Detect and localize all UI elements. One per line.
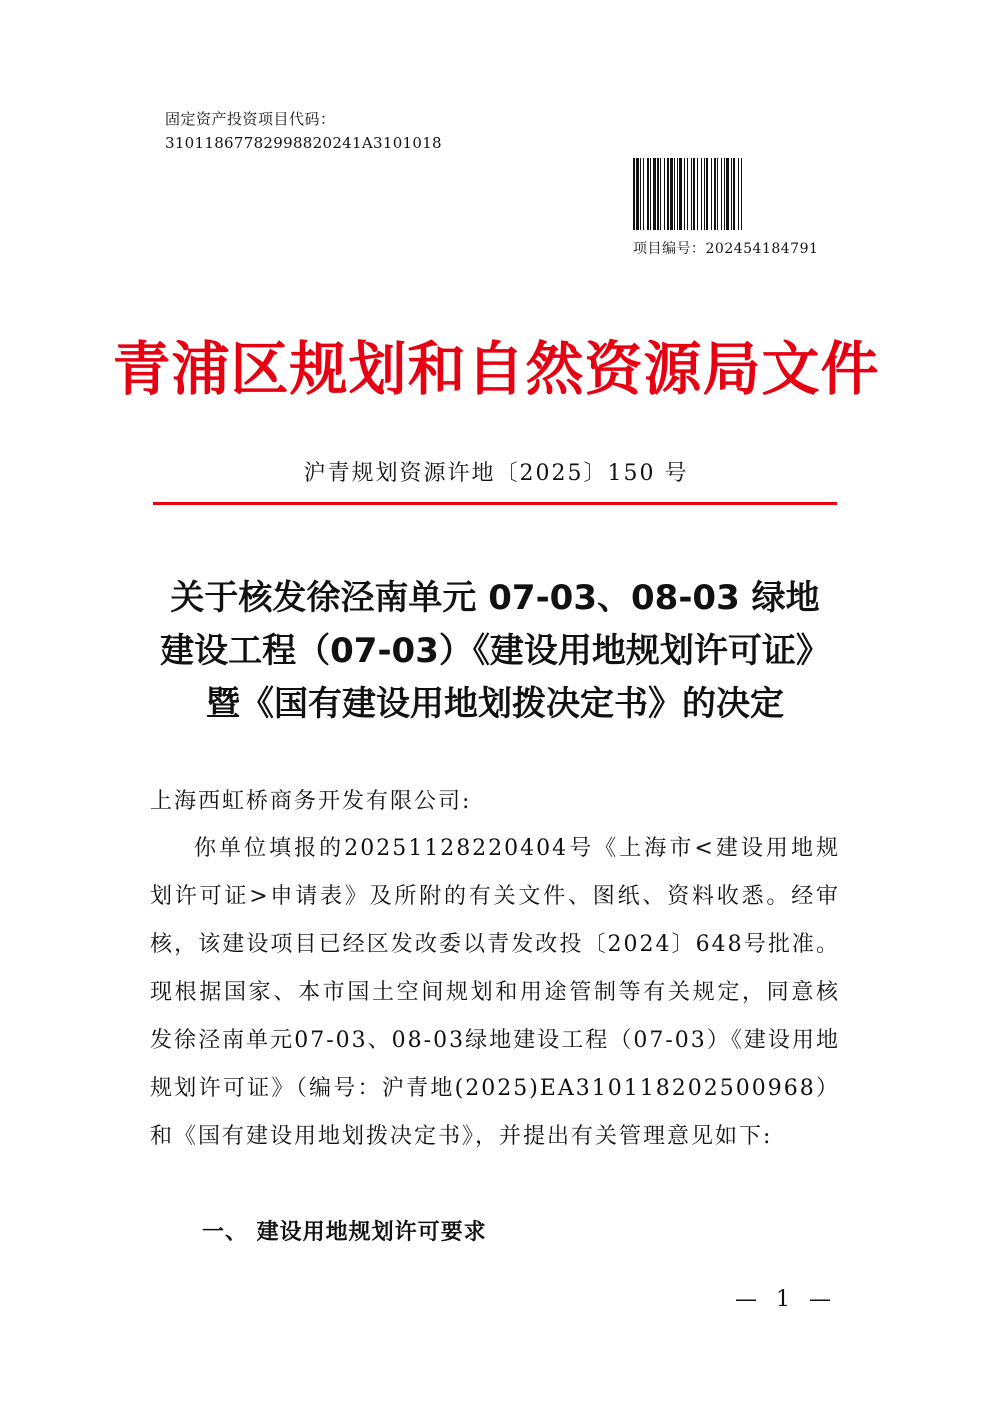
barcode-bar xyxy=(706,158,708,230)
barcode-bar xyxy=(738,158,739,230)
barcode-bar xyxy=(633,158,635,230)
barcode-bar xyxy=(691,158,692,230)
barcode-bar xyxy=(693,158,695,230)
barcode-bar xyxy=(650,158,651,230)
document-title-line: 建设工程（07-03）《建设用地规划许可证》 xyxy=(160,631,830,671)
red-divider xyxy=(153,502,837,505)
barcode-bar xyxy=(704,158,705,230)
barcode-bar xyxy=(714,158,716,230)
barcode-bar xyxy=(670,158,673,230)
document-title xyxy=(153,572,837,731)
body-text xyxy=(150,825,840,1161)
barcode-bar xyxy=(701,158,702,230)
barcode-bar xyxy=(717,158,718,230)
barcode-bar xyxy=(640,158,641,230)
barcode-bar xyxy=(677,158,678,230)
page-number: — 1 — xyxy=(735,1287,837,1312)
barcode-bar xyxy=(721,158,722,230)
document-number: 沪青规划资源许地〔2025〕150 号 xyxy=(303,461,689,486)
investment-code-label: 固定资产投资项目代码： xyxy=(165,110,336,128)
document-title-line: 暨《国有建设用地划拨决定书》的决定 xyxy=(206,684,784,724)
barcode-icon xyxy=(633,158,829,230)
project-number: 项目编号：202454184791 xyxy=(633,241,819,257)
barcode-bar xyxy=(653,158,656,230)
barcode-bar xyxy=(731,158,732,230)
investment-code-value: 31011867782998820241A3101018 xyxy=(165,134,442,152)
barcode-bar xyxy=(636,158,639,230)
barcode-bar xyxy=(741,158,742,230)
issuing-authority-title: 青浦区规划和自然资源局文件 xyxy=(112,335,880,403)
barcode-bar xyxy=(647,158,649,230)
barcode-bar xyxy=(697,158,698,230)
barcode-bar xyxy=(724,158,725,230)
barcode-bar xyxy=(726,158,729,230)
document-title-line: 关于核发徐泾南单元 07-03、08-03 绿地 xyxy=(170,578,820,618)
barcode-bar xyxy=(679,158,682,230)
barcode-bar xyxy=(674,158,675,230)
barcode-bar xyxy=(687,158,688,230)
body-paragraph: 你单位填报的20251128220404号《上海市<建设用地规划许可证>申请表》及所附的有关文件、图纸、资料收悉。经审核，该建设项目已经区发改委以青发改投〔2024〕648号批准。现根据国家、本市国土空间规划和用途管制等有关规定，同意核发徐泾南单元07-03、08-03绿地建设工程（07-03）《建设用地规划许可证》（编号：沪青地(2025)EA310118202500968）和《国有建设用地划拨决定书》，并提出有关管理意见如下: xyxy=(150,836,840,1149)
addressee: 上海西虹桥商务开发有限公司: xyxy=(150,789,472,814)
section-heading: 一、 建设用地规划许可要求 xyxy=(202,1220,487,1245)
barcode-bar xyxy=(733,158,735,230)
barcode-bar xyxy=(664,158,665,230)
barcode-bar xyxy=(643,158,644,230)
barcode-bar xyxy=(711,158,712,230)
barcode-bar xyxy=(684,158,685,230)
barcode-bar xyxy=(657,158,659,230)
barcode-bar xyxy=(660,158,661,230)
barcode-bar xyxy=(667,158,669,230)
